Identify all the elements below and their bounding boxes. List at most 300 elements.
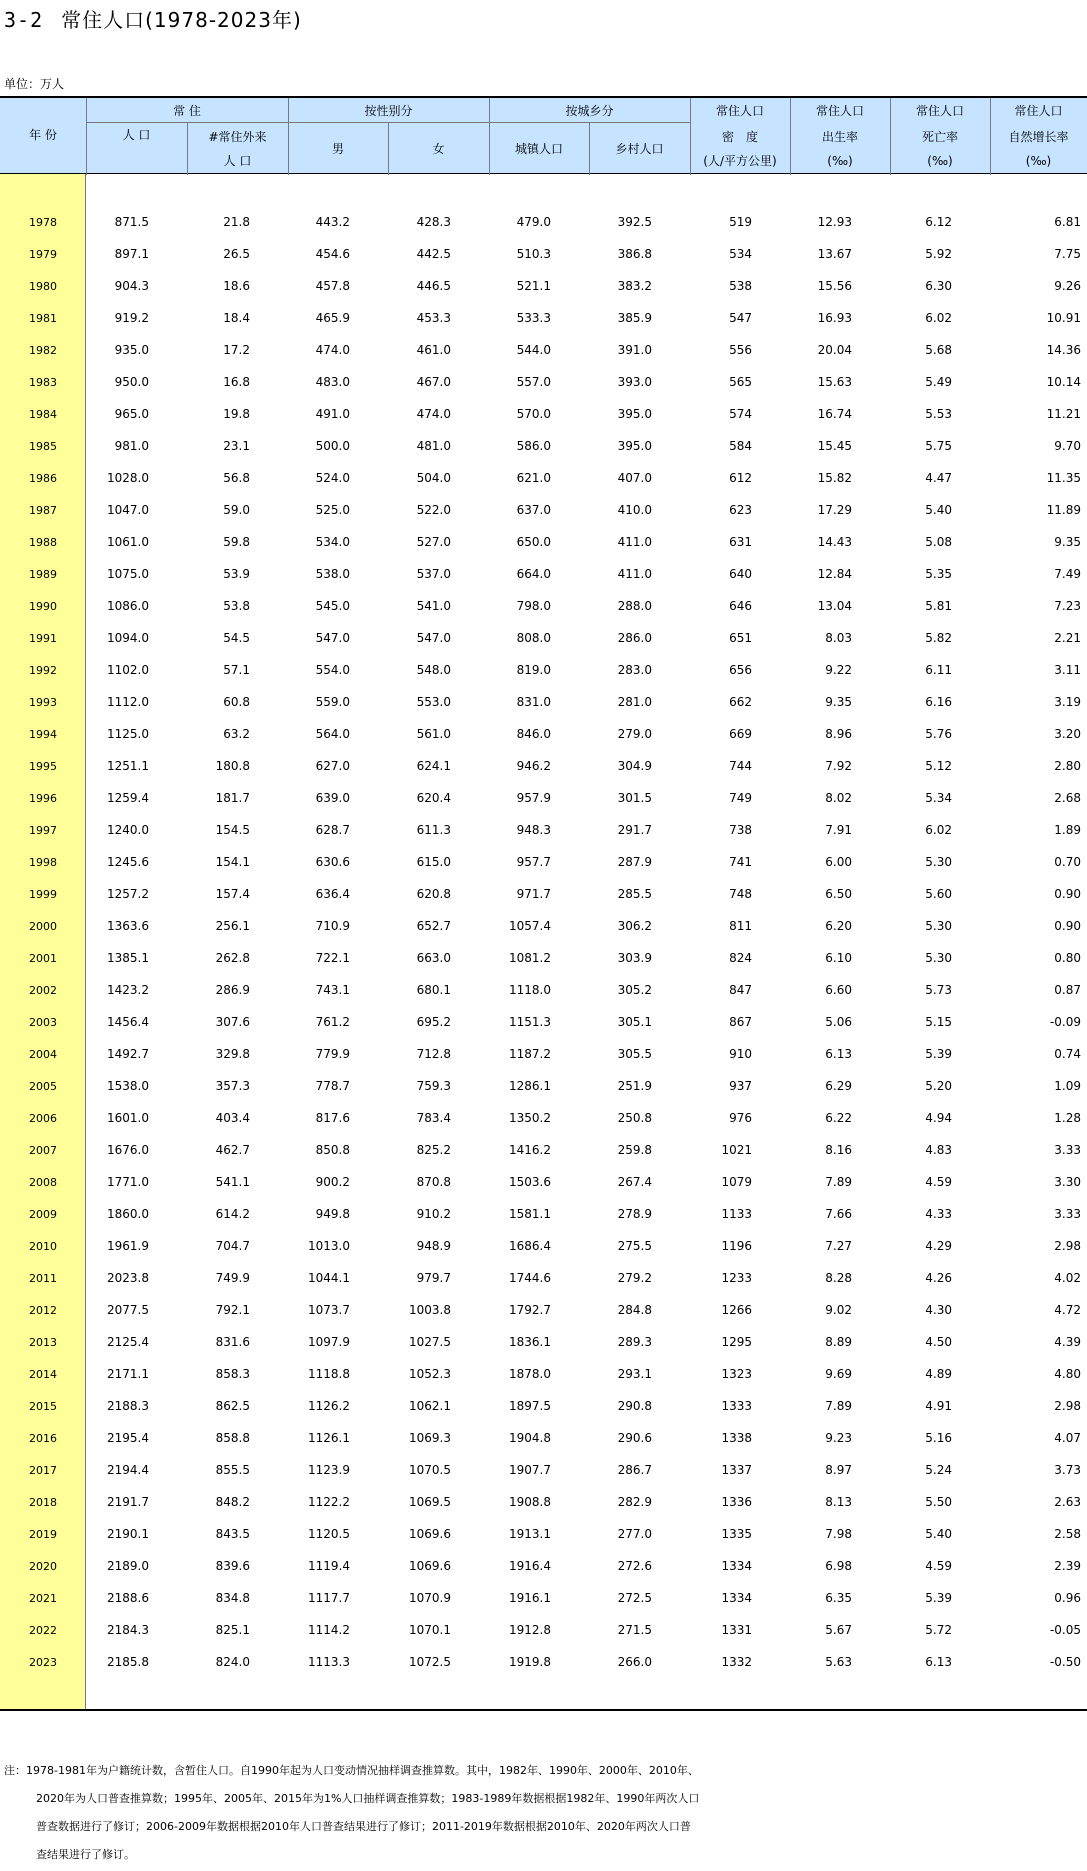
value-cell: 6.11 bbox=[925, 663, 952, 677]
value-cell: 5.30 bbox=[925, 951, 952, 965]
value-cell: 946.2 bbox=[516, 759, 551, 773]
value-cell: 5.15 bbox=[925, 1015, 952, 1029]
value-cell: 18.6 bbox=[223, 279, 250, 293]
value-cell: 6.60 bbox=[825, 983, 852, 997]
value-cell: 2.21 bbox=[1054, 631, 1081, 645]
value-cell: 283.0 bbox=[617, 663, 652, 677]
value-cell: 538.0 bbox=[315, 567, 350, 581]
value-cell: 5.53 bbox=[925, 407, 952, 421]
value-cell: 1961.9 bbox=[107, 1239, 149, 1253]
value-cell: 656 bbox=[729, 663, 752, 677]
value-cell: 1062.1 bbox=[409, 1399, 451, 1413]
value-cell: 5.75 bbox=[925, 439, 952, 453]
value-cell: 1908.8 bbox=[509, 1495, 551, 1509]
value-cell: 2.39 bbox=[1054, 1559, 1081, 1573]
value-cell: 897.1 bbox=[114, 247, 149, 261]
value-cell: 521.1 bbox=[516, 279, 551, 293]
value-cell: 825.2 bbox=[416, 1143, 451, 1157]
value-cell: 1044.1 bbox=[308, 1271, 350, 1285]
value-cell: 6.22 bbox=[825, 1111, 852, 1125]
table-row bbox=[0, 686, 1087, 718]
value-cell: 565 bbox=[729, 375, 752, 389]
value-cell: 1081.2 bbox=[509, 951, 551, 965]
value-cell: 1013.0 bbox=[308, 1239, 350, 1253]
value-cell: 623 bbox=[729, 503, 752, 517]
value-cell: 1125.0 bbox=[107, 727, 149, 741]
header-density-2: 密 度 bbox=[721, 130, 758, 144]
value-cell: 1771.0 bbox=[107, 1175, 149, 1189]
value-cell: 4.89 bbox=[925, 1367, 952, 1381]
unit-label: 单位：万人 bbox=[4, 77, 65, 91]
value-cell: 305.5 bbox=[617, 1047, 652, 1061]
value-cell: 16.74 bbox=[817, 407, 852, 421]
table-row bbox=[0, 910, 1087, 942]
year-cell: 1990 bbox=[29, 599, 57, 613]
value-cell: 910 bbox=[729, 1047, 752, 1061]
year-cell: 1989 bbox=[29, 567, 57, 581]
table-header bbox=[0, 96, 1087, 174]
value-cell: 10.91 bbox=[1046, 311, 1081, 325]
value-cell: 462.7 bbox=[215, 1143, 250, 1157]
value-cell: 1676.0 bbox=[107, 1143, 149, 1157]
value-cell: 900.2 bbox=[315, 1175, 350, 1189]
value-cell: 1.89 bbox=[1054, 823, 1081, 837]
value-cell: 6.13 bbox=[925, 1655, 952, 1669]
value-cell: 534.0 bbox=[315, 535, 350, 549]
value-cell: 545.0 bbox=[315, 599, 350, 613]
value-cell: 12.93 bbox=[817, 215, 852, 229]
year-cell: 2009 bbox=[29, 1207, 57, 1221]
value-cell: 704.7 bbox=[215, 1239, 250, 1253]
year-cell: 1982 bbox=[29, 343, 57, 357]
value-cell: 1122.2 bbox=[308, 1495, 350, 1509]
value-cell: 281.0 bbox=[617, 695, 652, 709]
value-cell: 59.0 bbox=[223, 503, 250, 517]
table-row bbox=[0, 238, 1087, 270]
value-cell: 306.2 bbox=[617, 919, 652, 933]
value-cell: 761.2 bbox=[315, 1015, 350, 1029]
value-cell: -0.09 bbox=[1049, 1015, 1081, 1029]
value-cell: 2.98 bbox=[1054, 1239, 1081, 1253]
value-cell: 778.7 bbox=[315, 1079, 350, 1093]
value-cell: 1332 bbox=[721, 1655, 752, 1669]
value-cell: 870.8 bbox=[416, 1175, 451, 1189]
value-cell: 1187.2 bbox=[509, 1047, 551, 1061]
value-cell: 2.68 bbox=[1054, 791, 1081, 805]
value-cell: 5.24 bbox=[925, 1463, 952, 1477]
value-cell: 5.92 bbox=[925, 247, 952, 261]
value-cell: 290.8 bbox=[617, 1399, 652, 1413]
header-migrant-bottom: 人 口 bbox=[223, 154, 252, 168]
value-cell: 256.1 bbox=[215, 919, 250, 933]
header-rural: 乡村人口 bbox=[615, 142, 664, 156]
value-cell: 1123.9 bbox=[308, 1463, 350, 1477]
value-cell: 5.49 bbox=[925, 375, 952, 389]
header-death-1: 常住人口 bbox=[915, 104, 964, 118]
data-table bbox=[0, 206, 1087, 1678]
value-cell: 5.72 bbox=[925, 1623, 952, 1637]
year-cell: 2005 bbox=[29, 1079, 57, 1093]
value-cell: 2.63 bbox=[1054, 1495, 1081, 1509]
value-cell: 846.0 bbox=[516, 727, 551, 741]
value-cell: 537.0 bbox=[416, 567, 451, 581]
value-cell: 13.67 bbox=[817, 247, 852, 261]
value-cell: 6.20 bbox=[825, 919, 852, 933]
value-cell: 935.0 bbox=[114, 343, 149, 357]
year-cell: 1992 bbox=[29, 663, 57, 677]
value-cell: 0.87 bbox=[1054, 983, 1081, 997]
value-cell: 4.94 bbox=[925, 1111, 952, 1125]
value-cell: 9.35 bbox=[825, 695, 852, 709]
header-by-area: 按城乡分 bbox=[565, 104, 614, 118]
year-cell: 2008 bbox=[29, 1175, 57, 1189]
value-cell: 53.9 bbox=[223, 567, 250, 581]
value-cell: 7.98 bbox=[825, 1527, 852, 1541]
header-growth-2: 自然增长率 bbox=[1008, 130, 1069, 144]
value-cell: 491.0 bbox=[315, 407, 350, 421]
value-cell: 288.0 bbox=[617, 599, 652, 613]
value-cell: 9.70 bbox=[1054, 439, 1081, 453]
value-cell: 858.3 bbox=[215, 1367, 250, 1381]
value-cell: 1070.9 bbox=[409, 1591, 451, 1605]
table-row bbox=[0, 1262, 1087, 1294]
value-cell: 454.6 bbox=[315, 247, 350, 261]
value-cell: 519 bbox=[729, 215, 752, 229]
value-cell: 7.66 bbox=[825, 1207, 852, 1221]
table-row bbox=[0, 1326, 1087, 1358]
value-cell: 1335 bbox=[721, 1527, 752, 1541]
value-cell: 290.6 bbox=[617, 1431, 652, 1445]
value-cell: 748 bbox=[729, 887, 752, 901]
value-cell: 15.82 bbox=[817, 471, 852, 485]
value-cell: 553.0 bbox=[416, 695, 451, 709]
year-cell: 2007 bbox=[29, 1143, 57, 1157]
year-cell: 2006 bbox=[29, 1111, 57, 1125]
value-cell: 1503.6 bbox=[509, 1175, 551, 1189]
header-urban: 城镇人口 bbox=[514, 142, 563, 156]
value-cell: 20.04 bbox=[817, 343, 852, 357]
table-row bbox=[0, 462, 1087, 494]
value-cell: 2023.8 bbox=[107, 1271, 149, 1285]
value-cell: 6.02 bbox=[925, 823, 952, 837]
value-cell: 14.36 bbox=[1046, 343, 1081, 357]
value-cell: 637.0 bbox=[516, 503, 551, 517]
value-cell: 411.0 bbox=[617, 535, 652, 549]
value-cell: 395.0 bbox=[617, 439, 652, 453]
value-cell: 627.0 bbox=[315, 759, 350, 773]
value-cell: 4.59 bbox=[925, 1175, 952, 1189]
value-cell: 286.7 bbox=[617, 1463, 652, 1477]
value-cell: 1251.1 bbox=[107, 759, 149, 773]
year-cell: 1987 bbox=[29, 503, 57, 517]
value-cell: 7.27 bbox=[825, 1239, 852, 1253]
value-cell: 284.8 bbox=[617, 1303, 652, 1317]
value-cell: 843.5 bbox=[215, 1527, 250, 1541]
value-cell: 919.2 bbox=[114, 311, 149, 325]
value-cell: 1120.5 bbox=[308, 1527, 350, 1541]
value-cell: 646 bbox=[729, 599, 752, 613]
value-cell: 744 bbox=[729, 759, 752, 773]
value-cell: 1021 bbox=[721, 1143, 752, 1157]
value-cell: 1003.8 bbox=[409, 1303, 451, 1317]
value-cell: 6.02 bbox=[925, 311, 952, 325]
value-cell: 395.0 bbox=[617, 407, 652, 421]
value-cell: 6.16 bbox=[925, 695, 952, 709]
value-cell: 474.0 bbox=[315, 343, 350, 357]
value-cell: 15.45 bbox=[817, 439, 852, 453]
table-row bbox=[0, 1230, 1087, 1262]
value-cell: 662 bbox=[729, 695, 752, 709]
value-cell: 0.70 bbox=[1054, 855, 1081, 869]
value-cell: 0.74 bbox=[1054, 1047, 1081, 1061]
value-cell: 1416.2 bbox=[509, 1143, 551, 1157]
value-cell: 548.0 bbox=[416, 663, 451, 677]
table-row bbox=[0, 334, 1087, 366]
year-cell: 2022 bbox=[29, 1623, 57, 1637]
table-row bbox=[0, 942, 1087, 974]
value-cell: 5.40 bbox=[925, 1527, 952, 1541]
note-line: 普查数据进行了修订；2006-2009年数据根据2010年人口普查结果进行了修订；2011-2019年数据根据2010年、2020年两次人口普 bbox=[36, 1820, 691, 1833]
value-cell: 847 bbox=[729, 983, 752, 997]
value-cell: 712.8 bbox=[416, 1047, 451, 1061]
table-row bbox=[0, 1198, 1087, 1230]
value-cell: 26.5 bbox=[223, 247, 250, 261]
year-cell: 2001 bbox=[29, 951, 57, 965]
value-cell: 1118.8 bbox=[308, 1367, 350, 1381]
value-cell: 10.14 bbox=[1046, 375, 1081, 389]
value-cell: 5.06 bbox=[825, 1015, 852, 1029]
value-cell: 7.75 bbox=[1054, 247, 1081, 261]
year-cell: 1978 bbox=[29, 215, 57, 229]
year-cell: 1988 bbox=[29, 535, 57, 549]
header-resident-bottom: 人 口 bbox=[122, 128, 151, 142]
value-cell: 811 bbox=[729, 919, 752, 933]
value-cell: 630.6 bbox=[315, 855, 350, 869]
value-cell: 483.0 bbox=[315, 375, 350, 389]
year-cell: 2012 bbox=[29, 1303, 57, 1317]
value-cell: 289.3 bbox=[617, 1335, 652, 1349]
table-row bbox=[0, 590, 1087, 622]
value-cell: 17.2 bbox=[223, 343, 250, 357]
value-cell: 1075.0 bbox=[107, 567, 149, 581]
value-cell: 669 bbox=[729, 727, 752, 741]
value-cell: 1897.5 bbox=[509, 1399, 551, 1413]
value-cell: 848.2 bbox=[215, 1495, 250, 1509]
value-cell: 9.35 bbox=[1054, 535, 1081, 549]
value-cell: 1118.0 bbox=[509, 983, 551, 997]
value-cell: 59.8 bbox=[223, 535, 250, 549]
value-cell: 1057.4 bbox=[509, 919, 551, 933]
value-cell: 743.1 bbox=[315, 983, 350, 997]
value-cell: 11.35 bbox=[1046, 471, 1081, 485]
value-cell: 798.0 bbox=[516, 599, 551, 613]
table-row bbox=[0, 558, 1087, 590]
value-cell: 808.0 bbox=[516, 631, 551, 645]
value-cell: 1.28 bbox=[1054, 1111, 1081, 1125]
value-cell: 0.96 bbox=[1054, 1591, 1081, 1605]
value-cell: 5.67 bbox=[825, 1623, 852, 1637]
value-cell: 307.6 bbox=[215, 1015, 250, 1029]
note-line: 注：1978-1981年为户籍统计数，含暂住人口。自1990年起为人口变动情况抽样调查推算数。其中，1982年、1990年、2000年、2010年、 bbox=[4, 1764, 699, 1777]
value-cell: 2.80 bbox=[1054, 759, 1081, 773]
value-cell: 564.0 bbox=[315, 727, 350, 741]
value-cell: 56.8 bbox=[223, 471, 250, 485]
value-cell: 1119.4 bbox=[308, 1559, 350, 1573]
value-cell: 904.3 bbox=[114, 279, 149, 293]
value-cell: 304.9 bbox=[617, 759, 652, 773]
value-cell: 4.02 bbox=[1054, 1271, 1081, 1285]
value-cell: 181.7 bbox=[215, 791, 250, 805]
value-cell: 965.0 bbox=[114, 407, 149, 421]
value-cell: 3.33 bbox=[1054, 1207, 1081, 1221]
value-cell: 1913.1 bbox=[509, 1527, 551, 1541]
value-cell: 1266 bbox=[721, 1303, 752, 1317]
year-cell: 1994 bbox=[29, 727, 57, 741]
value-cell: 1336 bbox=[721, 1495, 752, 1509]
value-cell: 293.1 bbox=[617, 1367, 652, 1381]
value-cell: 6.81 bbox=[1054, 215, 1081, 229]
value-cell: 285.5 bbox=[617, 887, 652, 901]
value-cell: 60.8 bbox=[223, 695, 250, 709]
table-row bbox=[0, 1646, 1087, 1678]
year-cell: 1995 bbox=[29, 759, 57, 773]
value-cell: 5.81 bbox=[925, 599, 952, 613]
year-cell: 1985 bbox=[29, 439, 57, 453]
value-cell: 1492.7 bbox=[107, 1047, 149, 1061]
page-title bbox=[4, 4, 302, 33]
value-cell: 5.16 bbox=[925, 1431, 952, 1445]
value-cell: 303.9 bbox=[617, 951, 652, 965]
value-cell: 950.0 bbox=[114, 375, 149, 389]
value-cell: 2.58 bbox=[1054, 1527, 1081, 1541]
value-cell: 612 bbox=[729, 471, 752, 485]
value-cell: 534 bbox=[729, 247, 752, 261]
value-cell: 858.8 bbox=[215, 1431, 250, 1445]
value-cell: 14.43 bbox=[817, 535, 852, 549]
value-cell: 1456.4 bbox=[107, 1015, 149, 1029]
value-cell: 650.0 bbox=[516, 535, 551, 549]
value-cell: 21.8 bbox=[223, 215, 250, 229]
value-cell: 6.35 bbox=[825, 1591, 852, 1605]
value-cell: 500.0 bbox=[315, 439, 350, 453]
header-birth-2: 出生率 bbox=[821, 130, 858, 144]
value-cell: 474.0 bbox=[416, 407, 451, 421]
year-cell: 1983 bbox=[29, 375, 57, 389]
value-cell: 504.0 bbox=[416, 471, 451, 485]
value-cell: 259.8 bbox=[617, 1143, 652, 1157]
value-cell: 1061.0 bbox=[107, 535, 149, 549]
value-cell: 1919.8 bbox=[509, 1655, 551, 1669]
table-row bbox=[0, 814, 1087, 846]
value-cell: 16.93 bbox=[817, 311, 852, 325]
header-birth-3: (‰) bbox=[827, 154, 853, 168]
value-cell: 547.0 bbox=[416, 631, 451, 645]
value-cell: 465.9 bbox=[315, 311, 350, 325]
value-cell: 624.1 bbox=[416, 759, 451, 773]
value-cell: 4.39 bbox=[1054, 1335, 1081, 1349]
value-cell: 5.08 bbox=[925, 535, 952, 549]
value-cell: 831.6 bbox=[215, 1335, 250, 1349]
value-cell: 4.72 bbox=[1054, 1303, 1081, 1317]
value-cell: 850.8 bbox=[315, 1143, 350, 1157]
value-cell: 1916.1 bbox=[509, 1591, 551, 1605]
value-cell: 11.89 bbox=[1046, 503, 1081, 517]
value-cell: 948.9 bbox=[416, 1239, 451, 1253]
value-cell: 8.13 bbox=[825, 1495, 852, 1509]
value-cell: 4.30 bbox=[925, 1303, 952, 1317]
value-cell: 1744.6 bbox=[509, 1271, 551, 1285]
table-row bbox=[0, 1294, 1087, 1326]
year-cell: 2015 bbox=[29, 1399, 57, 1413]
header-growth-3: (‰) bbox=[1025, 154, 1052, 168]
value-cell: 9.69 bbox=[825, 1367, 852, 1381]
value-cell: 759.3 bbox=[416, 1079, 451, 1093]
table-row bbox=[0, 782, 1087, 814]
value-cell: 824 bbox=[729, 951, 752, 965]
value-cell: 407.0 bbox=[617, 471, 652, 485]
value-cell: 271.5 bbox=[617, 1623, 652, 1637]
value-cell: 867 bbox=[729, 1015, 752, 1029]
table-row bbox=[0, 846, 1087, 878]
value-cell: 3.30 bbox=[1054, 1175, 1081, 1189]
value-cell: 8.89 bbox=[825, 1335, 852, 1349]
value-cell: 652.7 bbox=[416, 919, 451, 933]
value-cell: 620.4 bbox=[416, 791, 451, 805]
year-cell: 2011 bbox=[29, 1271, 57, 1285]
value-cell: 11.21 bbox=[1046, 407, 1081, 421]
value-cell: 154.1 bbox=[215, 855, 250, 869]
value-cell: 1907.7 bbox=[509, 1463, 551, 1477]
value-cell: 479.0 bbox=[516, 215, 551, 229]
value-cell: 6.10 bbox=[825, 951, 852, 965]
value-cell: 1836.1 bbox=[509, 1335, 551, 1349]
value-cell: 3.11 bbox=[1054, 663, 1081, 677]
value-cell: 1385.1 bbox=[107, 951, 149, 965]
value-cell: 6.30 bbox=[925, 279, 952, 293]
value-cell: 5.82 bbox=[925, 631, 952, 645]
value-cell: 1601.0 bbox=[107, 1111, 149, 1125]
value-cell: 1904.8 bbox=[509, 1431, 551, 1445]
value-cell: 461.0 bbox=[416, 343, 451, 357]
value-cell: 275.5 bbox=[617, 1239, 652, 1253]
value-cell: 1072.5 bbox=[409, 1655, 451, 1669]
value-cell: 1286.1 bbox=[509, 1079, 551, 1093]
value-cell: 180.8 bbox=[215, 759, 250, 773]
value-cell: 154.5 bbox=[215, 823, 250, 837]
table-row bbox=[0, 654, 1087, 686]
year-cell: 1997 bbox=[29, 823, 57, 837]
value-cell: 1069.3 bbox=[409, 1431, 451, 1445]
value-cell: 1259.4 bbox=[107, 791, 149, 805]
table-row bbox=[0, 1070, 1087, 1102]
value-cell: 0.90 bbox=[1054, 919, 1081, 933]
value-cell: 262.8 bbox=[215, 951, 250, 965]
value-cell: 749.9 bbox=[215, 1271, 250, 1285]
value-cell: 817.6 bbox=[315, 1111, 350, 1125]
header-density-3: (人/平方公里) bbox=[703, 154, 777, 168]
value-cell: 6.00 bbox=[825, 855, 852, 869]
value-cell: 305.1 bbox=[617, 1015, 652, 1029]
value-cell: 6.12 bbox=[925, 215, 952, 229]
value-cell: 1295 bbox=[721, 1335, 752, 1349]
table-row bbox=[0, 1358, 1087, 1390]
value-cell: 680.1 bbox=[416, 983, 451, 997]
value-cell: 957.7 bbox=[516, 855, 551, 869]
value-cell: 948.3 bbox=[516, 823, 551, 837]
value-cell: 1538.0 bbox=[107, 1079, 149, 1093]
value-cell: 5.76 bbox=[925, 727, 952, 741]
value-cell: 250.8 bbox=[617, 1111, 652, 1125]
